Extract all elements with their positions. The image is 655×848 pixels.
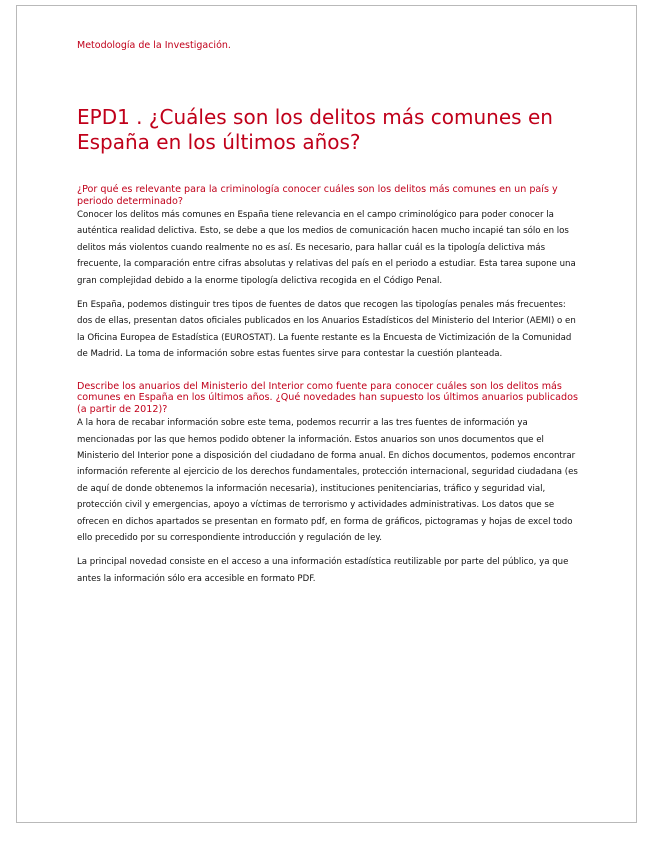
- document-title: EPD1 . ¿Cuáles son los delitos más comunes en España en los últimos años?: [77, 105, 553, 154]
- running-header: Metodología de la Investigación.: [77, 40, 231, 51]
- section-2-paragraph-1: A la hora de recabar información sobre este tema, podemos recurrir a las tres fuentes de información ya mencionadas por las que hemos podido obtener la información. Estos anuarios son unos documentos que el Ministerio del Interior pone a disposición del ciudadano de forma anual. En dichos documentos, podemos encontrar información referente al ejercicio de los derechos fundamentales, protección internacional, seguridad ciudadana (es de aquí de donde obtenemos la información necesaria), instituciones penitenciarias, tráfico y seguridad vial, protección civil y emergencias, apoyo a víctimas de terrorismo y actividades administrativas. Los datos que se ofrecen en dichos apartados se presentan en formato pdf, en forma de gráficos, pictogramas y hojas de excel todo ello precedido por su correspondiente introducción y regulación de ley.: [77, 418, 578, 543]
- document-body: [77, 184, 583, 587]
- document-page: [16, 5, 637, 823]
- section-question-1: ¿Por qué es relevante para la criminología conocer cuáles son los delitos más comunes en un país y periodo determinado?: [77, 184, 558, 207]
- section-question-2: Describe los anuarios del Ministerio del Interior como fuente para conocer cuáles son los delitos más comunes en España en los últimos años. ¿Qué novedades han supuesto los últimos anuarios publicados (a partir de 2012)?: [77, 380, 578, 415]
- section-1-paragraph-2: En España, podemos distinguir tres tipos de fuentes de datos que recogen las tipologías penales más frecuentes: dos de ellas, presentan datos oficiales publicados en los Anuarios Estadísticos del Ministerio del Interior (AEMI) o en la Oficina Europea de Estadística (EUROSTAT). La fuente restante es la Encuesta de Victimización de la Comunidad de Madrid. La toma de información sobre estas fuentes sirve para contestar la cuestión planteada.: [77, 300, 576, 360]
- section-2-paragraph-2: La principal novedad consiste en el acceso a una información estadística reutilizable por parte del público, ya que antes la información sólo era accesible en formato PDF.: [77, 557, 569, 584]
- section-1-paragraph-1: Conocer los delitos más comunes en España tiene relevancia en el campo criminológico para poder conocer la auténtica realidad delictiva. Esto, se debe a que los medios de comunicación hacen mucho incapié tan sólo en los delitos más violentos cuando realmente no es así. Es necesario, para hallar cuál es la tipología delictiva más frecuente, la comparación entre cifras absolutas y relativas del país en el periodo a estudiar. Esta tarea supone una gran complejidad debido a la enorme tipología delictiva recogida en el Código Penal.: [77, 210, 576, 286]
